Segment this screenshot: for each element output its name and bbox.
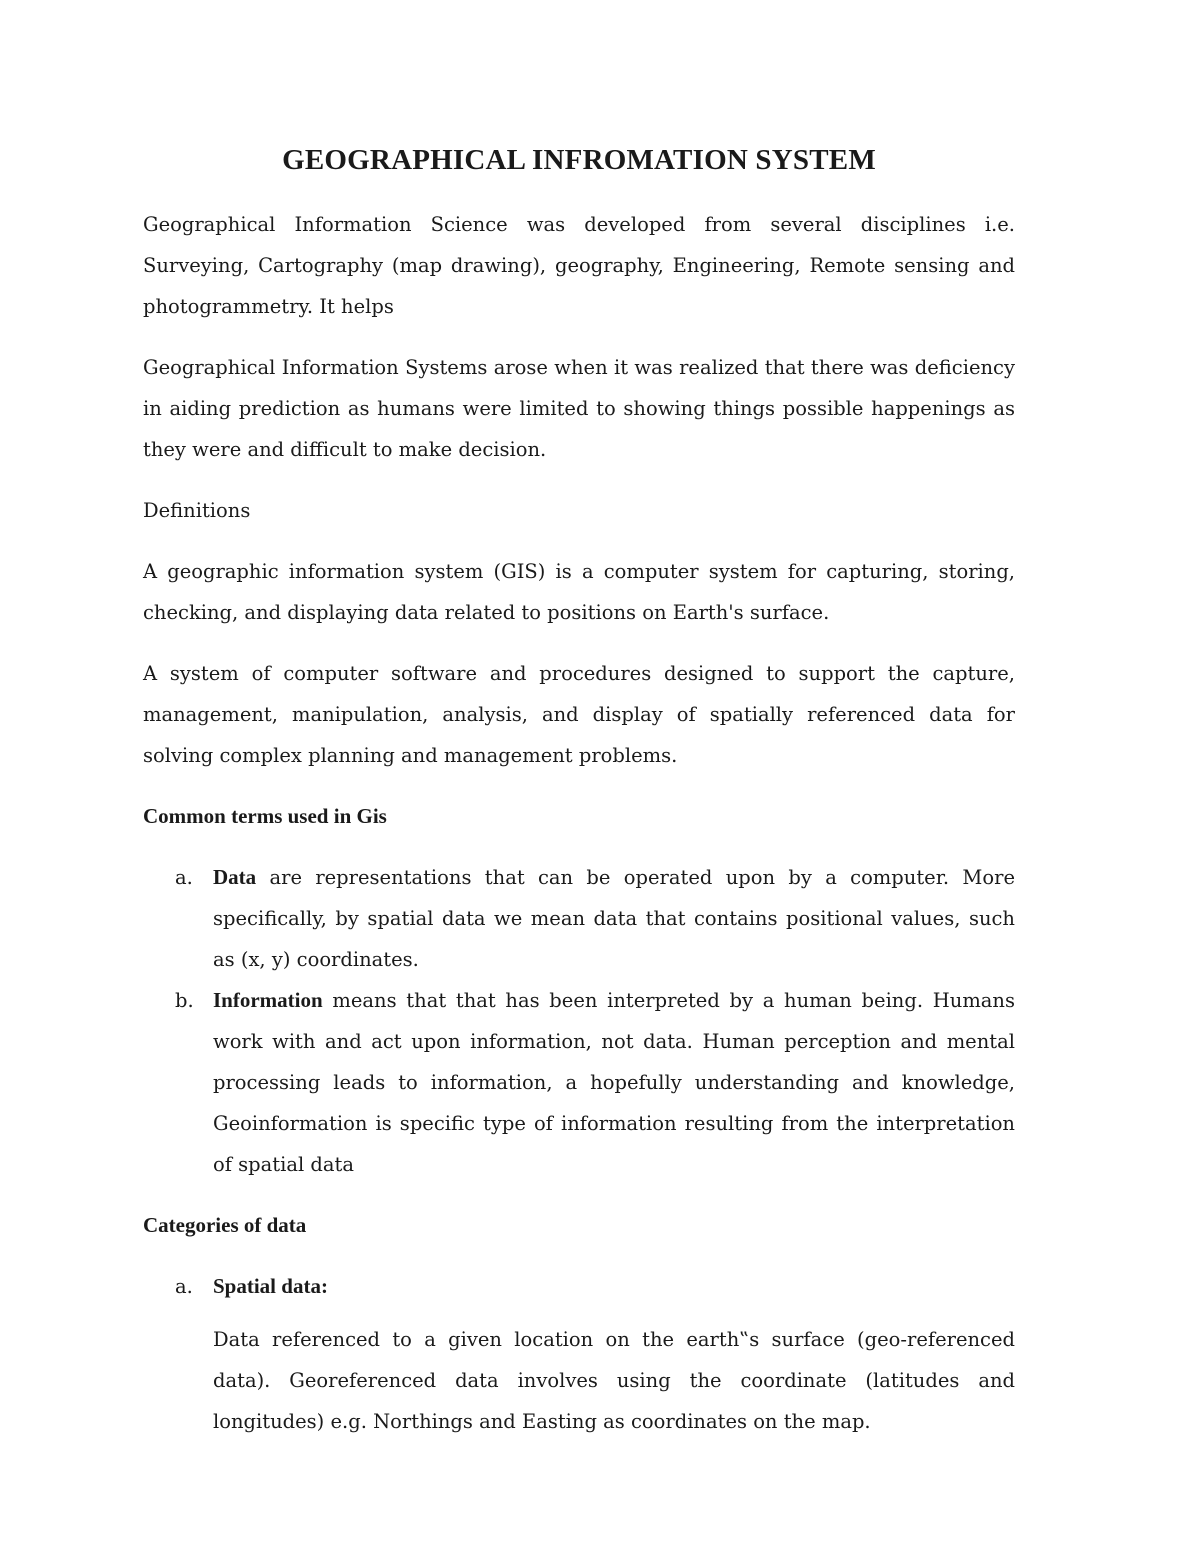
document-title: GEOGRAPHICAL INFROMATION SYSTEM — [282, 144, 876, 176]
term-name: Information — [213, 988, 323, 1012]
intro-paragraph-2: Geographical Information Systems arose when it was realized that there was deficiency in aiding prediction as humans were limited to showing things possible happenings as they were and difficult to make decision. — [143, 356, 1015, 461]
list-marker: b. — [175, 989, 194, 1012]
document-body — [143, 140, 1015, 1442]
common-terms-heading: Common terms used in Gis — [143, 804, 387, 828]
definition-paragraph-1: A geographic information system (GIS) is a computer system for capturing, storing, checking, and displaying data related to positions on Earth's surface. — [143, 560, 1015, 624]
category-description: Data referenced to a given location on the earth‟s surface (geo-referenced data). Georeferenced data involves using the coordinate (latitudes and longitudes) e.g. Northings and Easting as coordinates on the map. — [213, 1328, 1015, 1433]
term-definition: are representations that can be operated upon by a computer. More specifically, by spatial data we mean data that contains positional values, such as (x, y) coordinates. — [213, 866, 1015, 971]
list-marker: a. — [175, 1275, 193, 1298]
list-item — [143, 857, 1015, 980]
category-item — [143, 1266, 1015, 1307]
categories-heading: Categories of data — [143, 1213, 307, 1237]
list-marker: a. — [175, 866, 193, 889]
intro-paragraph-1: Geographical Information Science was developed from several disciplines i.e. Surveying, Cartography (map drawing), geography, Engineering, Remote sensing and photogrammetry. It helps — [143, 213, 1015, 318]
definitions-label: Definitions — [143, 499, 251, 522]
list-item — [143, 980, 1015, 1185]
term-definition: means that that has been interpreted by a human being. Humans work with and act upon information, not data. Human perception and mental processing leads to information, a hopefully understanding and knowledge, Geoinformation is specific type of information resulting from the interpretation of spatial data — [213, 989, 1015, 1176]
definition-paragraph-2: A system of computer software and procedures designed to support the capture, management, manipulation, analysis, and display of spatially referenced data for solving complex planning and management problems. — [143, 662, 1015, 767]
common-terms-list — [143, 857, 1015, 1185]
category-name: Spatial data: — [213, 1274, 328, 1298]
term-name: Data — [213, 865, 257, 889]
